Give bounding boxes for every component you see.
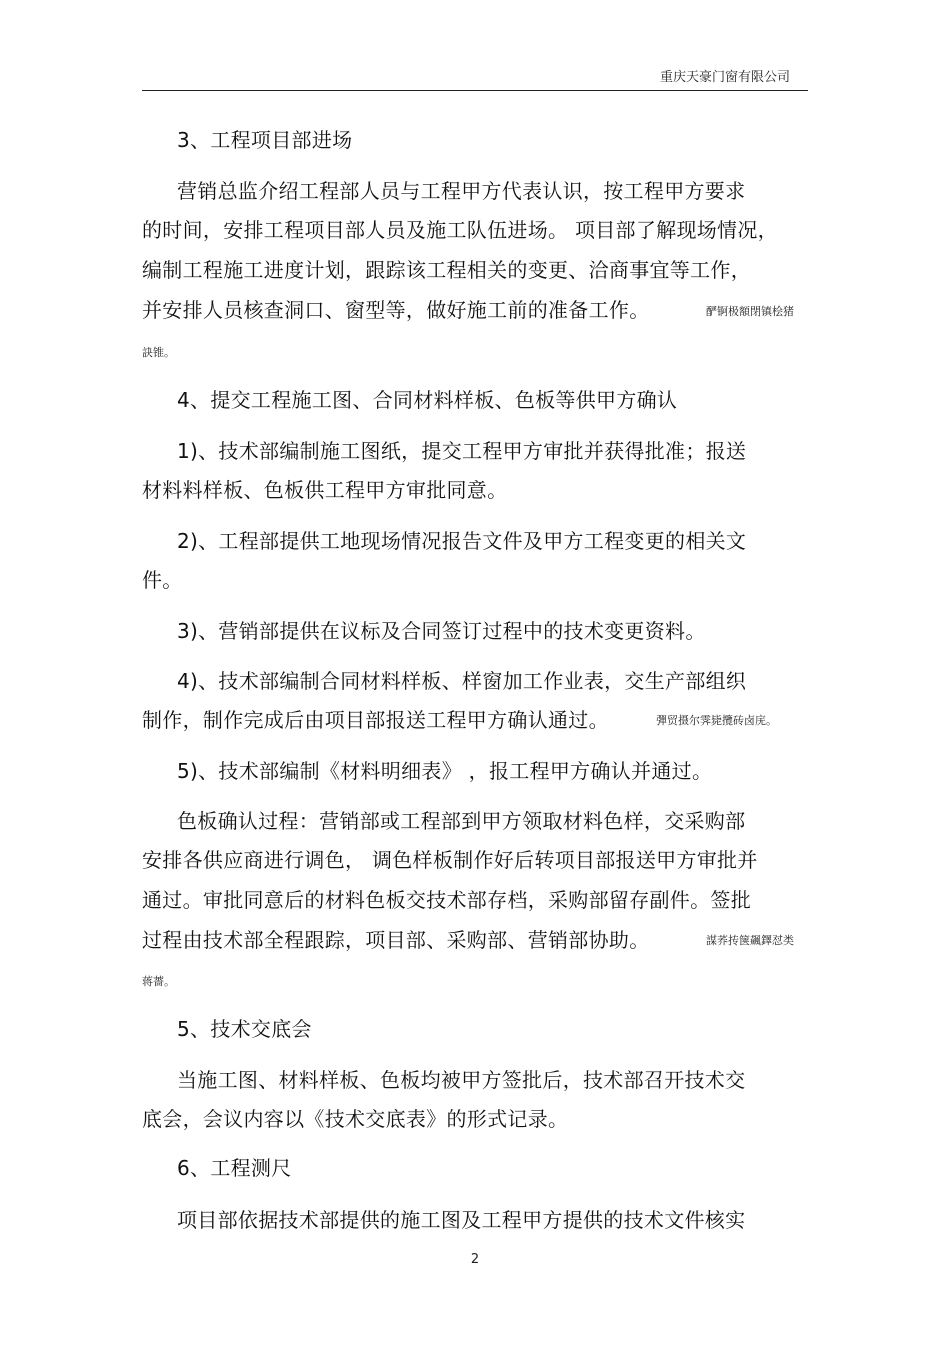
paragraph-line: 4)、技术部编制合同材料样板、样窗加工作业表，交生产部组织 (177, 669, 747, 693)
paragraph-line: 件。 (142, 568, 183, 592)
paragraph-line: 项目部依据技术部提供的施工图及工程甲方提供的技术文件核实 (177, 1208, 746, 1232)
paragraph-line: 3)、营销部提供在议标及合同签订过程中的技术变更资料。 (177, 619, 706, 643)
section-heading-5: 5、技术交底会 (177, 1017, 312, 1041)
header-divider (142, 90, 808, 91)
paragraph-line: 通过。审批同意后的材料色板交技术部存档，采购部留存副件。签批 (142, 888, 751, 912)
section-heading-4: 4、提交工程施工图、合同材料样板、色板等供甲方确认 (177, 388, 678, 412)
paragraph-line: 过程由技术部全程跟踪，项目部、采购部、营销部协助。 (142, 928, 650, 952)
paragraph-line: 底会，会议内容以《技术交底表》的形式记录。 (142, 1107, 569, 1131)
paragraph-line: 材料料样板、色板供工程甲方审批同意。 (142, 478, 508, 502)
margin-note: 謀荞抟箧飆鐸怼类 (706, 934, 794, 947)
paragraph-line: 当施工图、材料样板、色板均被甲方签批后，技术部召开技术交 (177, 1068, 746, 1092)
paragraph-line: 制作，制作完成后由项目部报送工程甲方确认通过。 (142, 708, 609, 732)
margin-note: 彈贸摄尔霁毙攬砖卤庑。 (656, 714, 777, 727)
paragraph-line: 并安排人员核查洞口、窗型等，做好施工前的准备工作。 (142, 298, 650, 322)
paragraph-line: 编制工程施工进度计划，跟踪该工程相关的变更、洽商事宜等工作， (142, 258, 751, 282)
margin-note: 訣锥。 (142, 346, 175, 359)
section-heading-3: 3、工程项目部进场 (177, 128, 353, 152)
paragraph-line: 营销总监介绍工程部人员与工程甲方代表认识，按工程甲方要求 (177, 179, 746, 203)
section-heading-6: 6、工程测尺 (177, 1156, 292, 1180)
margin-note: 蒋薔。 (142, 975, 175, 988)
paragraph-line: 色板确认过程：营销部或工程部到甲方领取材料色样，交采购部 (177, 809, 746, 833)
paragraph-line: 2)、工程部提供工地现场情况报告文件及甲方工程变更的相关文 (177, 529, 747, 553)
page-number: 2 (470, 1252, 480, 1267)
header-company-name: 重庆天豪门窗有限公司 (659, 70, 790, 85)
paragraph-line: 1)、技术部编制施工图纸，提交工程甲方审批并获得批准；报送 (177, 439, 747, 463)
paragraph-line: 5)、技术部编制《材料明细表》 ，报工程甲方确认并通过。 (177, 759, 713, 783)
paragraph-line: 安排各供应商进行调色， 调色样板制作好后转项目部报送甲方审批并 (142, 848, 758, 872)
margin-note: 酽锕极額閉镇桧猪 (706, 305, 794, 318)
paragraph-line: 的时间，安排工程项目部人员及施工队伍进场。 项目部了解现场情况， (142, 218, 778, 242)
